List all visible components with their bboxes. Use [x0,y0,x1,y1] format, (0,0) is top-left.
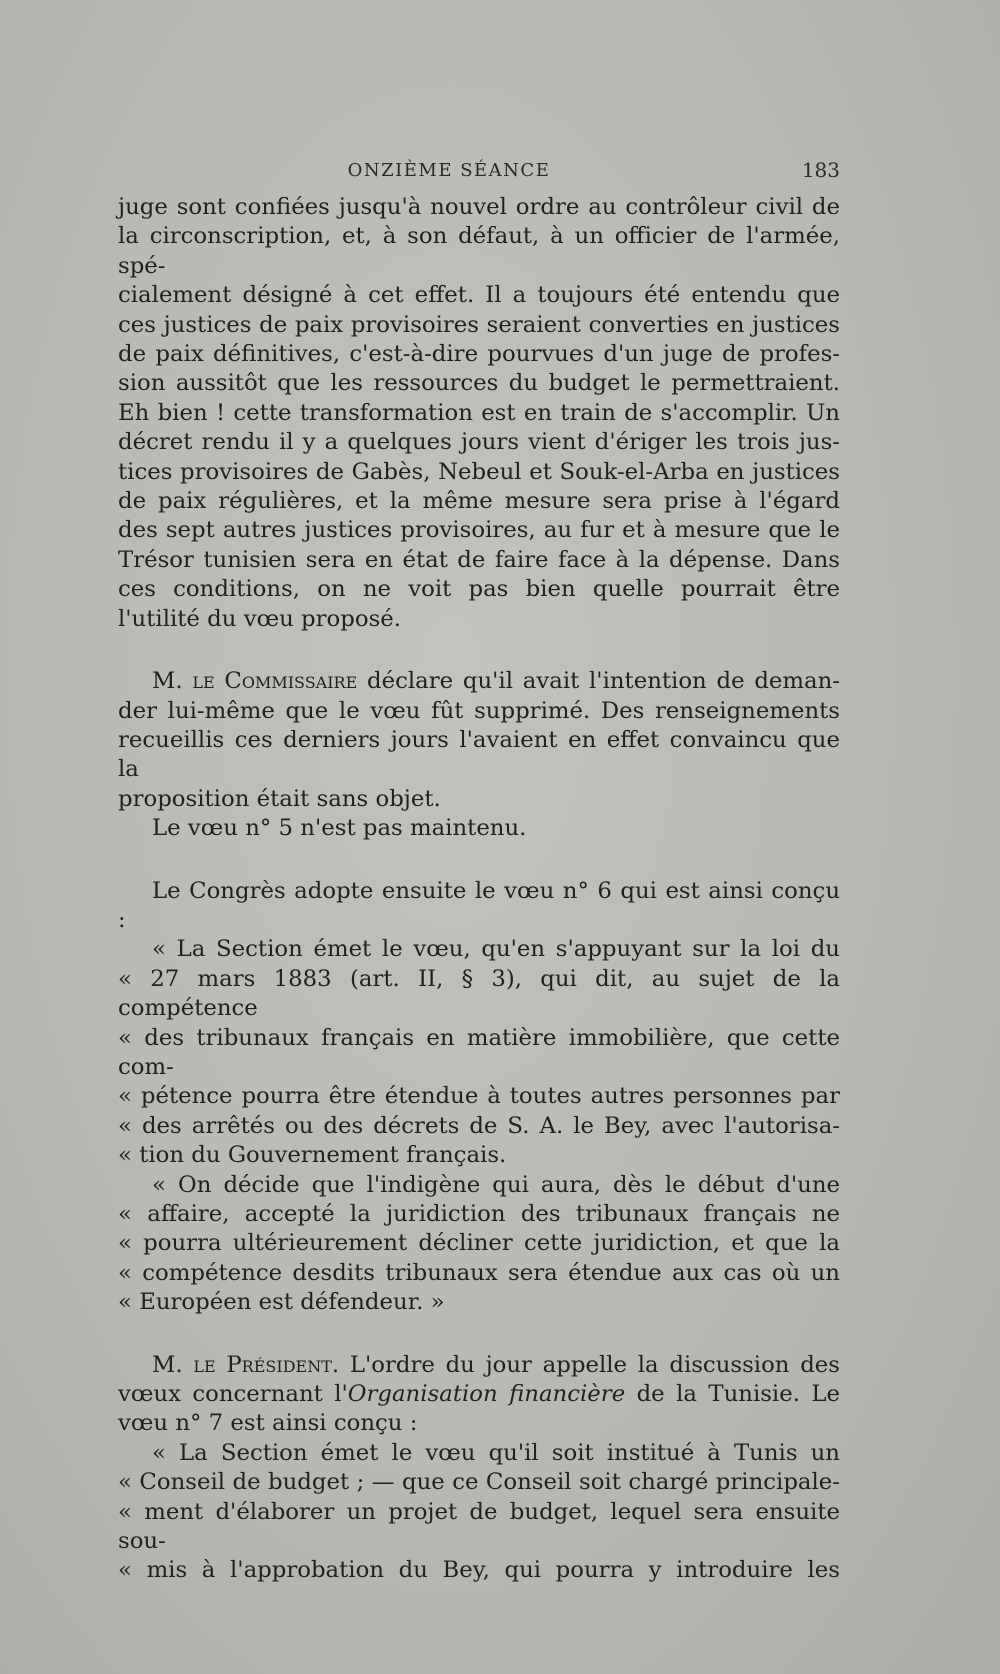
paragraph-gap [118,844,840,877]
line-rest: . L'ordre du jour appelle la discussion des [331,1351,840,1378]
text-line: tices provisoires de Gabès, Nebeul et Souk-el-Arba en justices [118,458,840,485]
quote-line: « affaire, accepté la juridiction des tribunaux français ne [118,1201,840,1227]
text-line: recueillis ces derniers jours l'avaient en effet convaincu que la [118,726,840,783]
line-start: vœux concernant l' [118,1381,348,1408]
quote-line: « La Section émet le vœu qu'il soit institué à Tunis un [152,1439,840,1466]
quote-line: « On décide que l'indigène qui aura, dès le début d'une [152,1171,840,1198]
quote-line: « mis à l'approbation du Bey, qui pourra y introduire les [118,1557,840,1584]
text-line: der lui-même que le vœu fût supprimé. Des renseignements [118,697,840,724]
line-rest: déclare qu'il avait l'intention de deman- [357,668,840,695]
italic-title: Organisation financière [347,1381,626,1408]
line-end: de la Tunisie. Le [625,1381,840,1408]
quote-line: « Européen est défendeur. » [118,1289,445,1316]
speaker-prefix: M. le [152,668,225,695]
running-title: ONZIÈME SÉANCE [347,160,551,181]
quote-line: « Conseil de budget ; — que ce Conseil soit chargé principale- [118,1469,840,1496]
paragraph-gap [118,634,840,667]
text-line: juge sont confiées jusqu'à nouvel ordre au contrôleur civil de [118,194,840,220]
text-line [118,667,840,696]
quote-line: « pétence pourra être étendue à toutes autres personnes par [118,1083,840,1110]
quote-line: « tion du Gouvernement français. [118,1142,507,1169]
text-line: de paix définitives, c'est-à-dire pourvues d'un juge de profes- [118,341,840,368]
quote-line: « compétence desdits tribunaux sera étendue aux cas où un [118,1259,840,1286]
text-line: la circonscription, et, à son défaut, à un officier de l'armée, spé- [118,223,840,279]
text-line: Eh bien ! cette transformation est en train de s'accomplir. Un [118,399,840,426]
text-line: proposition était sans objet. [118,785,441,812]
text-line: des sept autres justices provisoires, au fur et à mesure que le [118,517,840,544]
text-line [118,1380,840,1409]
running-head [118,160,840,186]
text-line: ces conditions, on ne voit pas bien quelle pourrait être [118,576,840,603]
text-line: sion aussitôt que les ressources du budget le permettraient. [118,370,840,397]
paragraph-gap [118,1318,840,1351]
page-number: 183 [801,158,840,182]
text-line: ces justices de paix provisoires seraient converties en justices [118,311,840,338]
quote-line: « pourra ultérieurement décliner cette juridiction, et que la [118,1230,840,1257]
text-line: de paix régulières, et la même mesure sera prise à l'égard [118,488,840,515]
text-line: l'utilité du vœu proposé. [118,605,402,632]
text-line: cialement désigné à cet effet. Il a toujours été entendu que [118,282,840,309]
text-line: Le vœu n° 5 n'est pas maintenu. [152,815,527,842]
text-line: vœu n° 7 est ainsi conçu : [118,1410,418,1437]
quote-line: « des arrêtés ou des décrets de S. A. le Bey, avec l'autorisa- [118,1112,840,1139]
quote-line: « des tribunaux français en matière immobilière, que cette com- [118,1024,840,1080]
quote-line: « La Section émet le vœu, qu'en s'appuyant sur la loi du [152,936,840,963]
quote-line: « ment d'élaborer un projet de budget, lequel sera ensuite sou- [118,1498,840,1555]
speaker-prefix: M. le [152,1351,227,1378]
speaker-name: Commissaire [224,668,358,695]
quote-line: « 27 mars 1883 (art. II, § 3), qui dit, au sujet de la compétence [118,965,840,1022]
text-line: Trésor tunisien sera en état de faire face à la dépense. Dans [118,546,840,573]
text-line: Le Congrès adopte ensuite le vœu n° 6 qui est ainsi conçu : [118,877,840,933]
body-text [118,193,840,1586]
text-line [118,1351,840,1380]
speaker-name: Président [226,1351,332,1378]
text-line: décret rendu il y a quelques jours vient d'ériger les trois jus- [118,429,840,456]
